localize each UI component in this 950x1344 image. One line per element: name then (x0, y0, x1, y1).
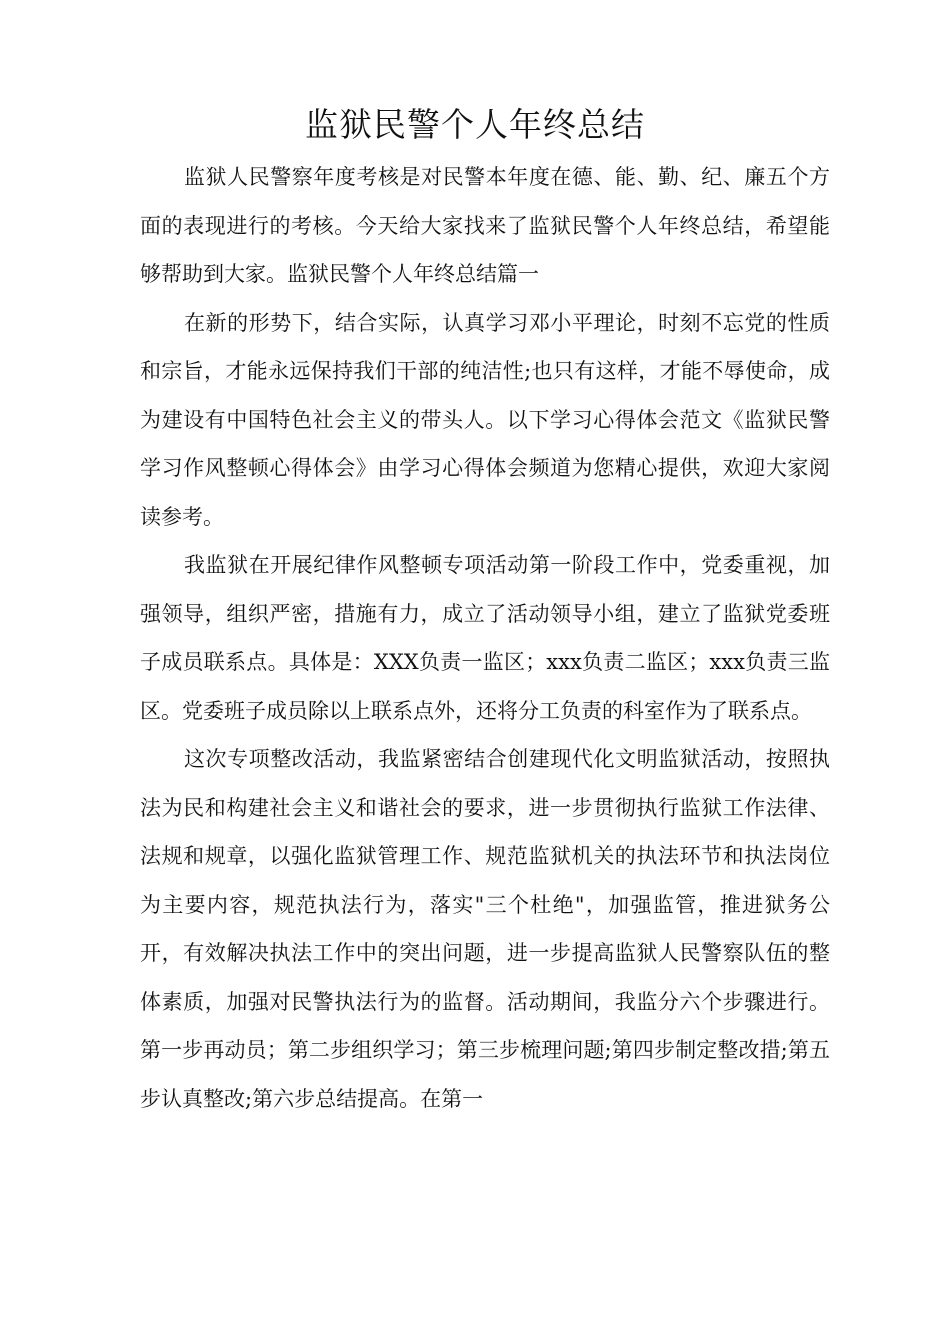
paragraph-study: 在新的形势下，结合实际，认真学习邓小平理论，时刻不忘党的性质和宗旨，才能永远保持我们干部的纯洁性;也只有这样，才能不辱使命，成为建设有中国特色社会主义的带头人。以下学习心得体会范文《监狱民警学习作风整顿心得体会》由学习心得体会频道为您精心提供，欢迎大家阅读参考。 (140, 310, 830, 529)
paragraph-rectification: 这次专项整改活动，我监紧密结合创建现代化文明监狱活动，按照执法为民和构建社会主义和谐社会的要求，进一步贯彻执行监狱工作法律、法规和规章，以强化监狱管理工作、规范监狱机关的执法环节和执法岗位为主要内容，规范执法行为，落实"三个杜绝"，加强监管，推进狱务公开，有效解决执法工作中的突出问题，进一步提高监狱人民警察队伍的整体素质，加强对民警执法行为的监督。活动期间，我监分六个步骤进行。第一步再动员；第二步组织学习；第三步梳理问题;第四步制定整改措;第五步认真整改;第六步总结提高。在第一 (140, 747, 830, 1111)
paragraph-intro: 监狱人民警察年度考核是对民警本年度在德、能、勤、纪、廉五个方面的表现进行的考核。今天给大家找来了监狱民警个人年终总结，希望能够帮助到大家。监狱民警个人年终总结篇一 (140, 165, 830, 286)
document-body (140, 153, 830, 1123)
document-title: 监狱民警个人年终总结 (305, 105, 645, 144)
paragraph-organization: 我监狱在开展纪律作风整顿专项活动第一阶段工作中，党委重视，加强领导，组织严密，措施有力，成立了活动领导小组，建立了监狱党委班子成员联系点。具体是：XXX负责一监区；xxx负责二监区；xxx负责三监区。党委班子成员除以上联系点外，还将分工负责的科室作为了联系点。 (140, 553, 830, 723)
